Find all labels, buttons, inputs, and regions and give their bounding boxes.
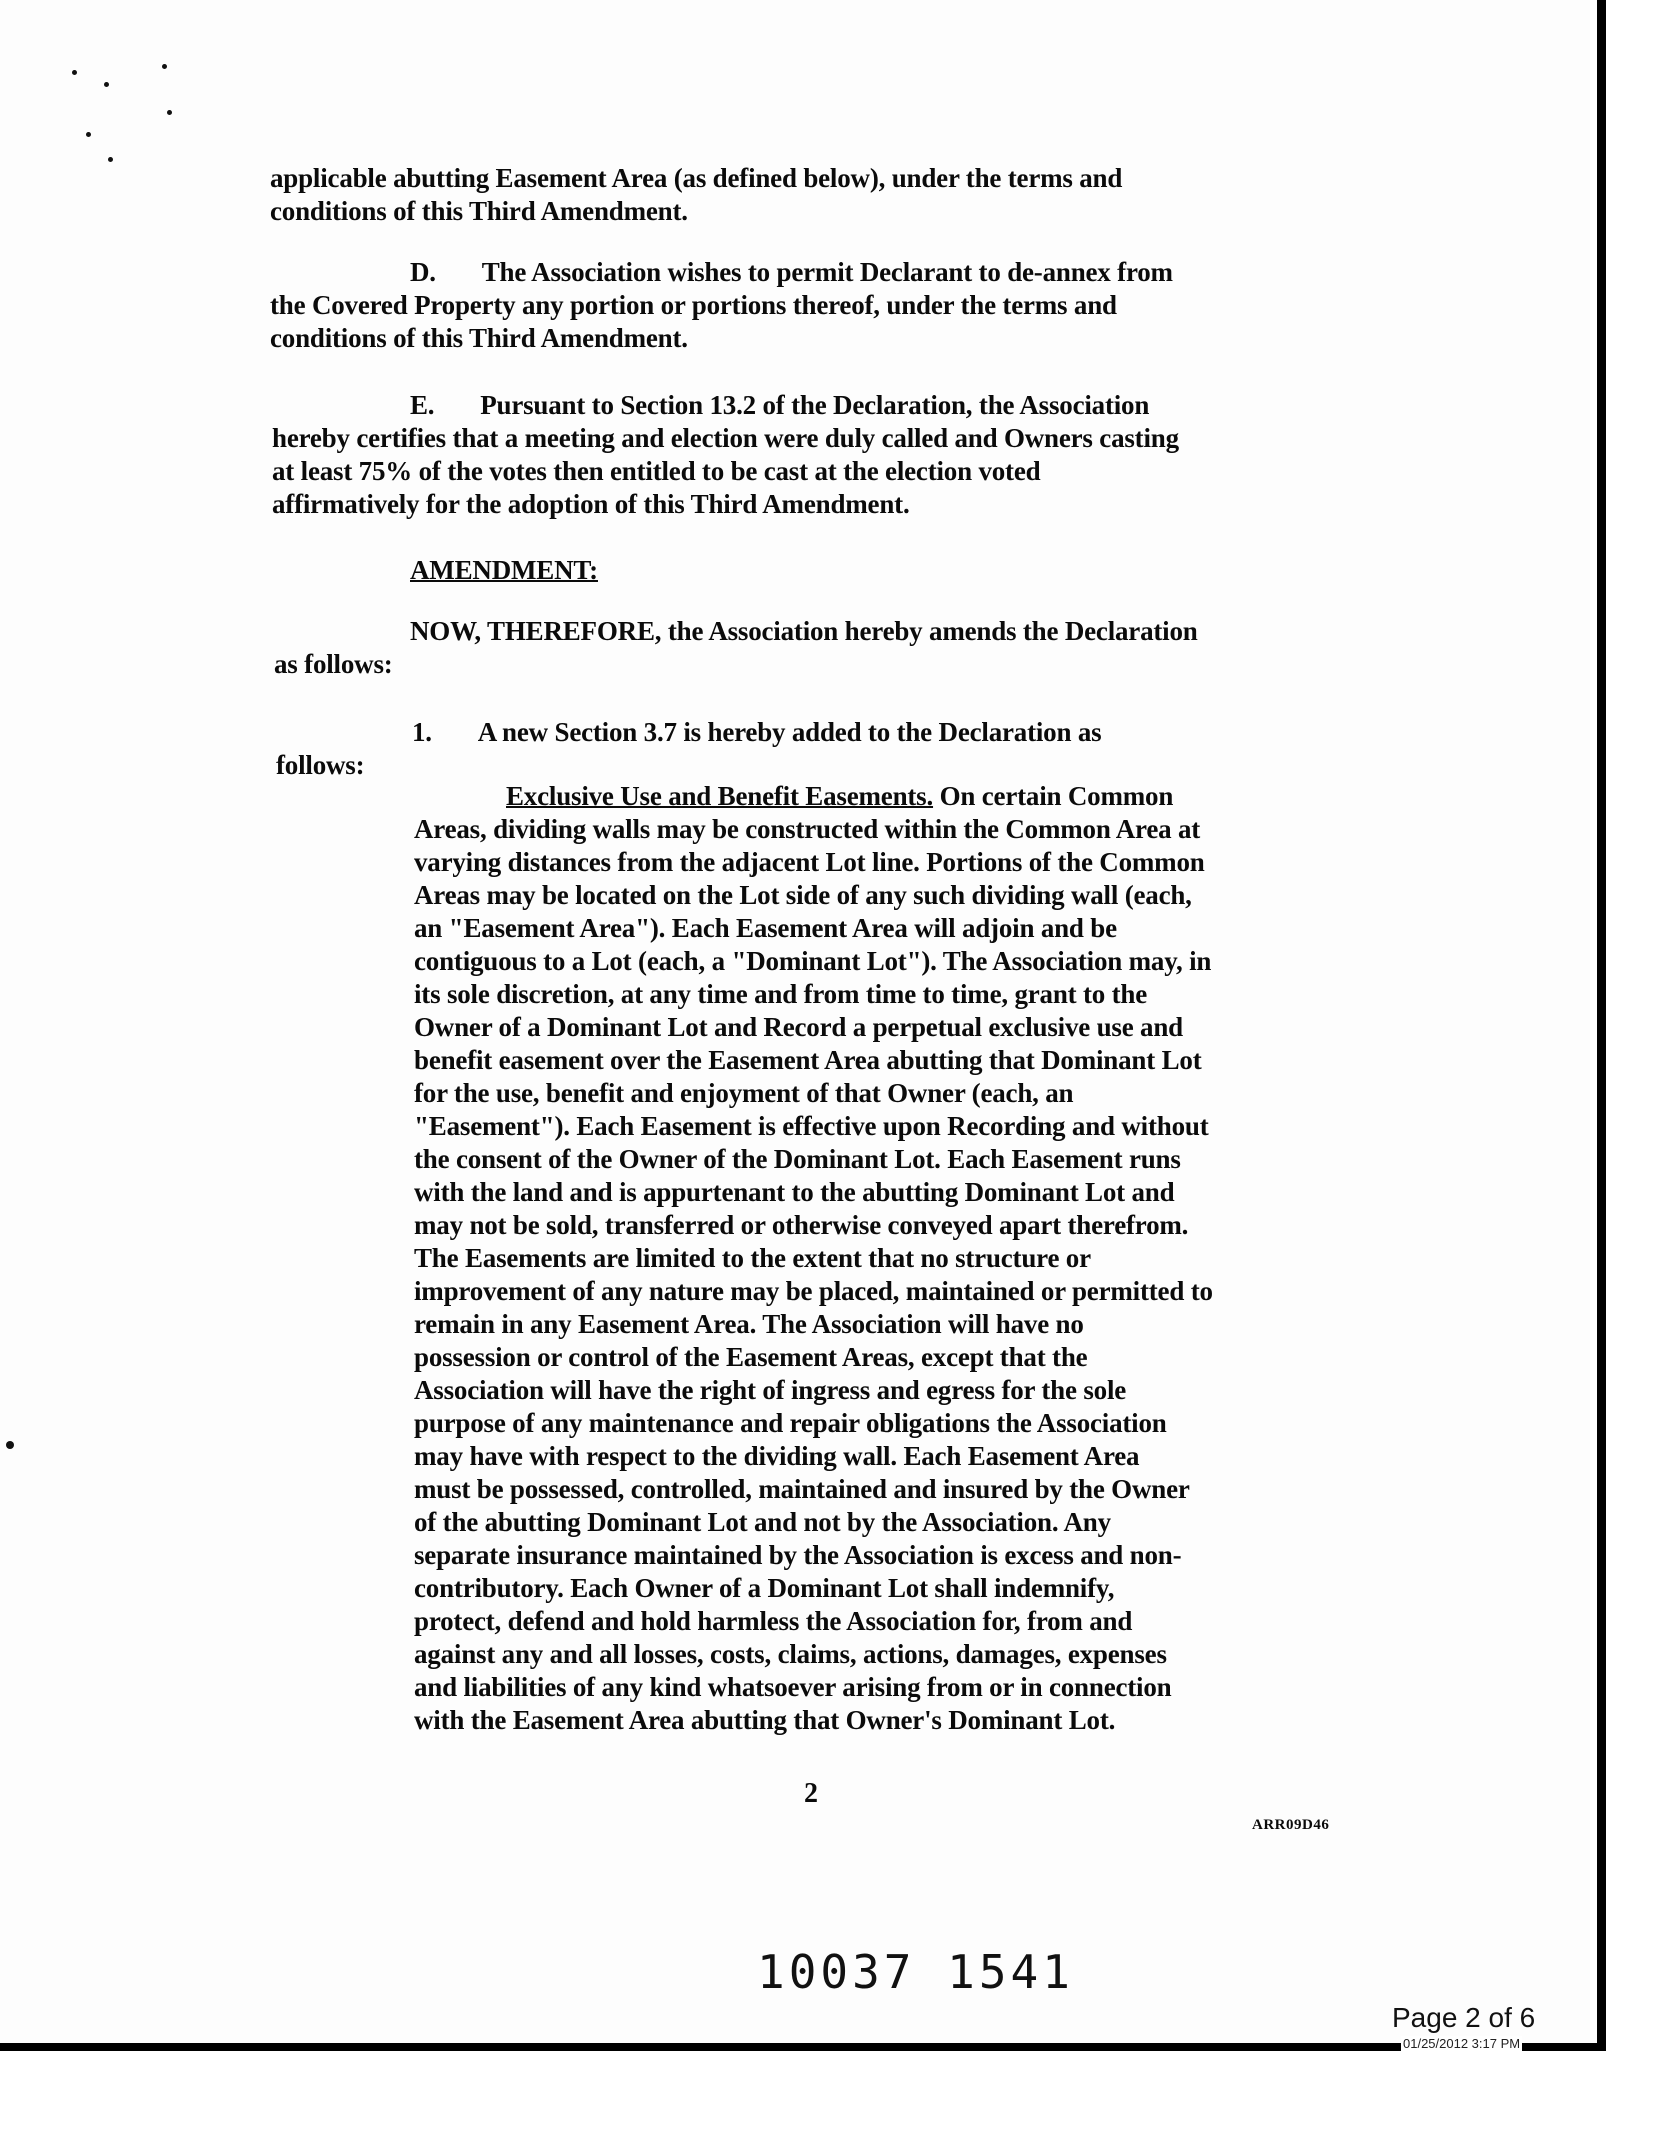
heading-text: AMENDMENT: — [410, 555, 598, 585]
amendment-heading — [410, 554, 598, 587]
text-line: "Easement"). Each Easement is effective upon Recording and without — [414, 1111, 1209, 1141]
paragraph-e — [272, 389, 1179, 521]
paragraph-now-therefore — [274, 615, 1198, 681]
text-line: and liabilities of any kind whatsoever arising from or in connection — [414, 1672, 1172, 1702]
text-line: with the Easement Area abutting that Owner's Dominant Lot. — [414, 1705, 1116, 1735]
paragraph-c-continuation — [270, 162, 1122, 228]
text-line — [414, 780, 1213, 813]
text-line: hereby certifies that a meeting and election were duly called and Owners casting — [272, 423, 1179, 453]
text-line: conditions of this Third Amendment. — [270, 196, 688, 226]
paragraph-item-1 — [276, 716, 1101, 782]
text-line: contiguous to a Lot (each, a "Dominant Lot"). The Association may, in — [414, 946, 1212, 976]
scan-speck — [104, 82, 109, 87]
text-line: protect, defend and hold harmless the Association for, from and — [414, 1606, 1133, 1636]
text-line: The Easements are limited to the extent that no structure or — [414, 1243, 1091, 1273]
text-line: an "Easement Area"). Each Easement Area will adjoin and be — [414, 913, 1117, 943]
text-line: may have with respect to the dividing wall. Each Easement Area — [414, 1441, 1140, 1471]
text-line: follows: — [276, 750, 365, 780]
text-line: Areas, dividing walls may be constructed within the Common Area at — [414, 814, 1201, 844]
text-line: at least 75% of the votes then entitled to be cast at the election voted — [272, 456, 1041, 486]
text-line: Owner of a Dominant Lot and Record a perpetual exclusive use and — [414, 1012, 1183, 1042]
paragraph-d — [270, 256, 1173, 355]
scan-speck — [108, 157, 113, 162]
text-line: 1. A new Section 3.7 is hereby added to the Declaration as — [412, 717, 1102, 747]
text-line: D. The Association wishes to permit Declarant to de-annex from — [410, 257, 1173, 287]
scan-speck — [72, 70, 77, 75]
text-line: affirmatively for the adoption of this Third Amendment. — [272, 489, 910, 519]
text-line: Association will have the right of ingress and egress for the sole — [414, 1375, 1127, 1405]
text-line: purpose of any maintenance and repair obligations the Association — [414, 1408, 1167, 1438]
text-line: may not be sold, transferred or otherwise conveyed apart therefrom. — [414, 1210, 1189, 1240]
text-line: benefit easement over the Easement Area abutting that Dominant Lot — [414, 1045, 1202, 1075]
text-line: the consent of the Owner of the Dominant Lot. Each Easement runs — [414, 1144, 1181, 1174]
text-line: possession or control of the Easement Areas, except that the — [414, 1342, 1088, 1372]
text-line: the Covered Property any portion or portions thereof, under the terms and — [270, 290, 1117, 320]
section-3-7-body — [414, 780, 1213, 1737]
text-line: improvement of any nature may be placed, maintained or permitted to — [414, 1276, 1213, 1306]
scan-edge-right — [1597, 0, 1606, 2048]
text-fragment: On certain Common — [933, 781, 1174, 811]
text-line: remain in any Easement Area. The Association will have no — [414, 1309, 1084, 1339]
text-line: NOW, THEREFORE, the Association hereby amends the Declaration — [410, 616, 1198, 646]
text-line: Areas may be located on the Lot side of any such dividing wall (each, — [414, 880, 1192, 910]
page-number: 2 — [804, 1778, 818, 1809]
text-line: as follows: — [274, 649, 393, 679]
text-line: conditions of this Third Amendment. — [270, 323, 688, 353]
text-line: varying distances from the adjacent Lot line. Portions of the Common — [414, 847, 1205, 877]
text-line: against any and all losses, costs, claims, actions, damages, expenses — [414, 1639, 1167, 1669]
text-line: separate insurance maintained by the Association is excess and non- — [414, 1540, 1182, 1570]
text-line: contributory. Each Owner of a Dominant Lot shall indemnify, — [414, 1573, 1115, 1603]
text-line: E. Pursuant to Section 13.2 of the Declaration, the Association — [410, 390, 1150, 420]
text-line: for the use, benefit and enjoyment of that Owner (each, an — [414, 1078, 1074, 1108]
scan-speck — [167, 110, 172, 115]
scan-speck — [162, 64, 167, 69]
text-line: must be possessed, controlled, maintained and insured by the Owner — [414, 1474, 1190, 1504]
section-title: Exclusive Use and Benefit Easements. — [506, 781, 934, 811]
text-line: with the land and is appurtenant to the abutting Dominant Lot and — [414, 1177, 1175, 1207]
text-line: applicable abutting Easement Area (as defined below), under the terms and — [270, 163, 1123, 193]
page-of-label: Page 2 of 6 — [1392, 2002, 1536, 2033]
record-number: 10037 1541 — [757, 1945, 1074, 1999]
text-line: its sole discretion, at any time and from time to time, grant to the — [414, 979, 1148, 1009]
timestamp: 01/25/2012 3:17 PM — [1403, 2036, 1521, 2051]
text-line: of the abutting Dominant Lot and not by the Association. Any — [414, 1507, 1111, 1537]
scan-speck — [86, 132, 91, 137]
scan-edge-bottom — [0, 2043, 1606, 2051]
document-code: ARR09D46 — [1252, 1817, 1330, 1833]
scan-speck — [6, 1441, 14, 1449]
